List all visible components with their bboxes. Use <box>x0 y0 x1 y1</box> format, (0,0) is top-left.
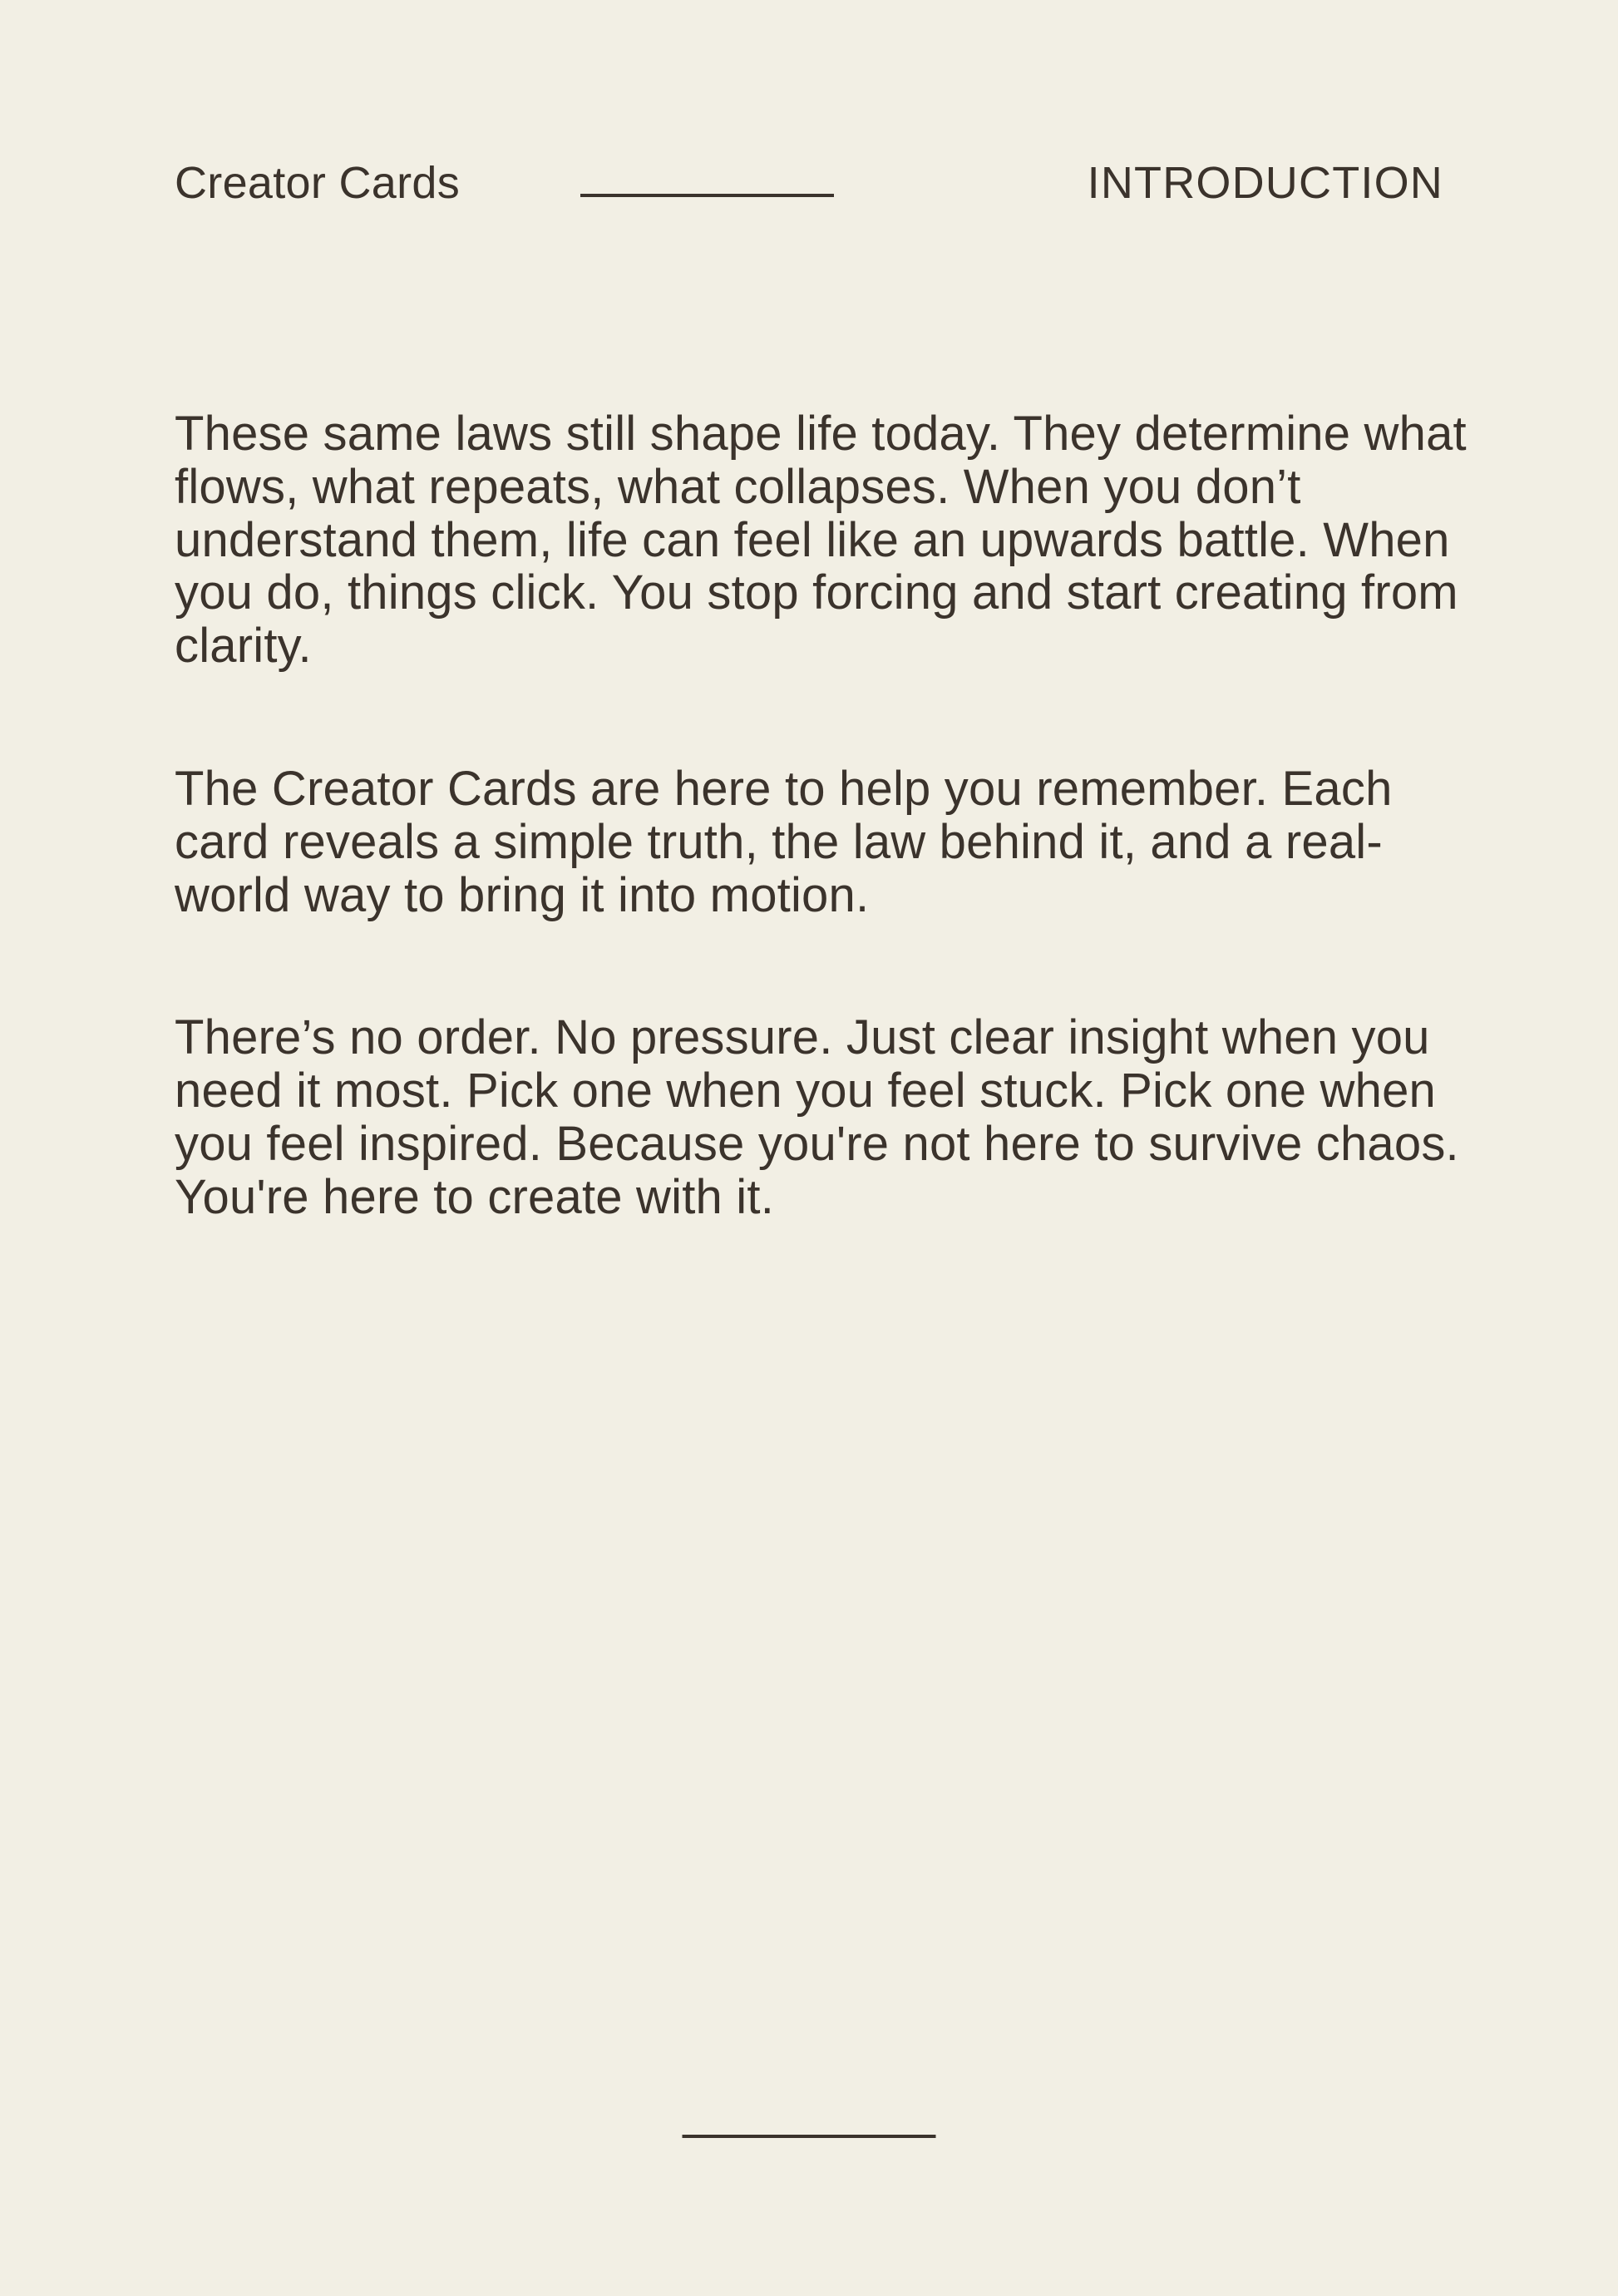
paragraph: The Creator Cards are here to help you remember. Each card reveals a simple truth, the law behind it, and a real-world way to bring it into motion. <box>175 761 1393 922</box>
section-label: INTRODUCTION <box>1087 158 1443 208</box>
header-divider <box>580 194 834 197</box>
body-copy <box>175 407 1488 1224</box>
page-title: Creator Cards <box>175 158 461 208</box>
footer-divider <box>683 2135 936 2138</box>
paragraph: These same laws still shape life today. They determine what flows, what repeats, what collapses. When you don’t understand them, life can feel like an upwards battle. When you do, things click. You stop forcing and start creating from clarity. <box>175 407 1467 674</box>
paragraph: There’s no order. No pressure. Just clear insight when you need it most. Pick one when you feel stuck. Pick one when you feel inspired. Because you're not here to survive chaos. You're here to create with it. <box>175 1010 1459 1224</box>
page-header <box>175 0 1443 212</box>
